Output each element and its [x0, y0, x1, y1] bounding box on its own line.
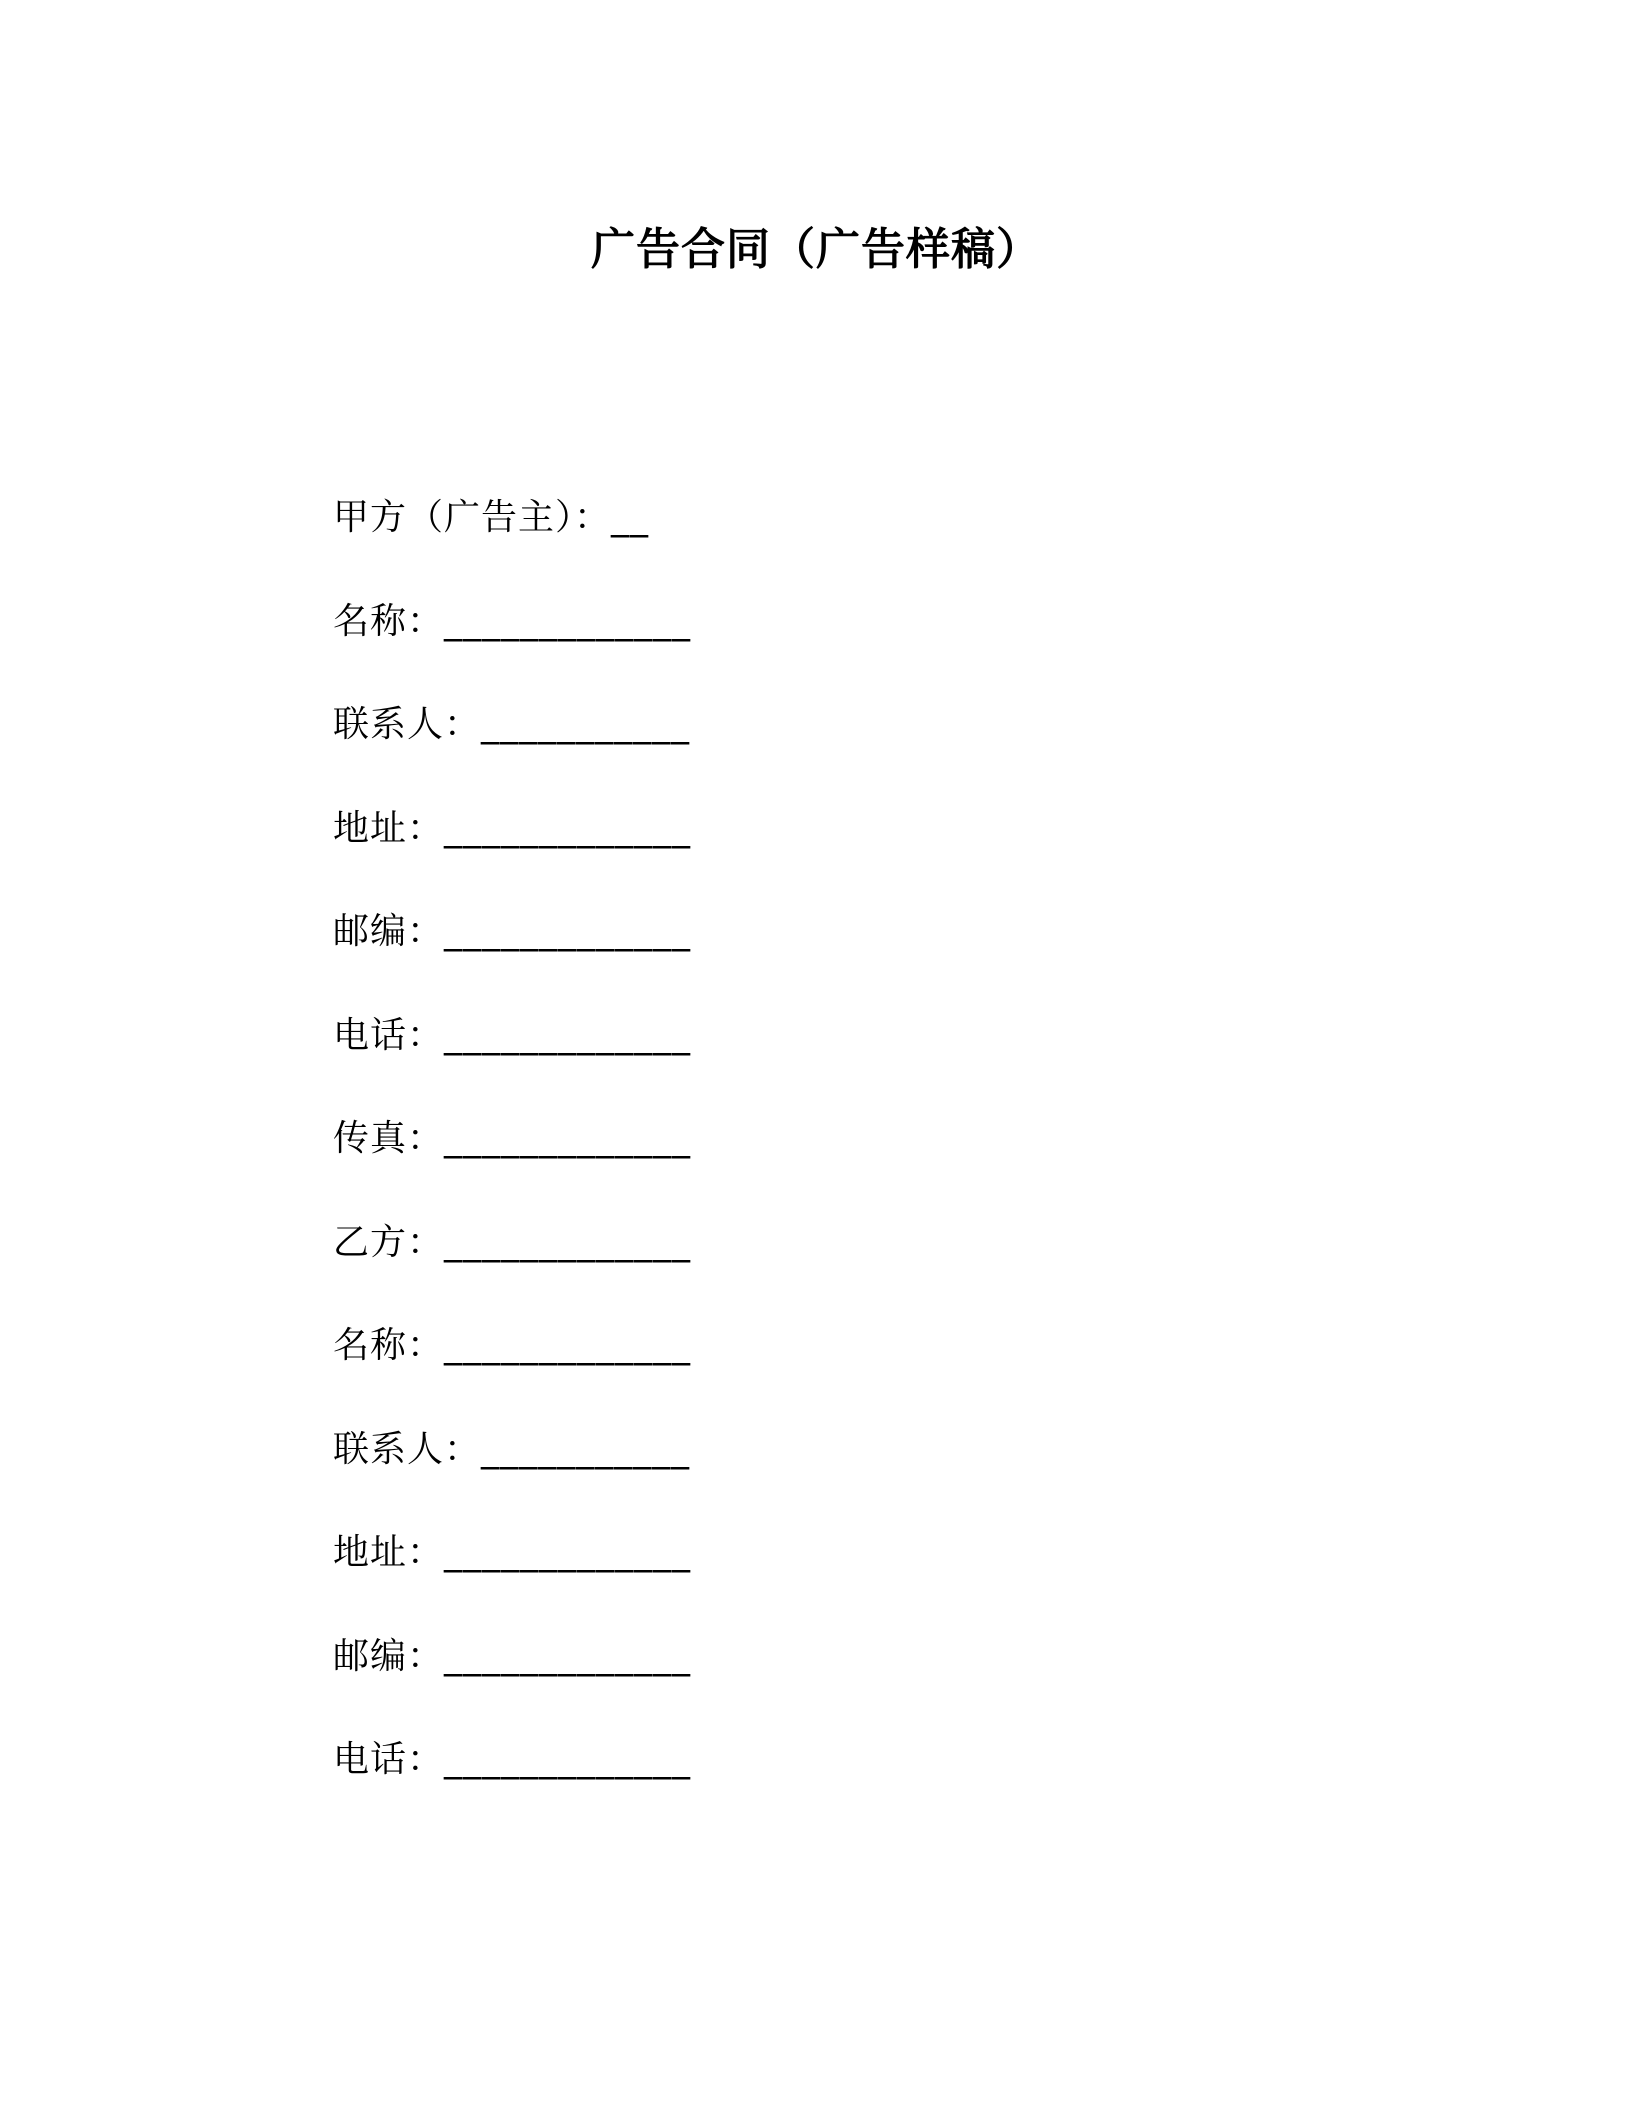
party-a-postcode-line	[333, 902, 1233, 1006]
party-a-name-field: 名称：_____________	[333, 600, 692, 642]
party-a-phone-field: 电话：_____________	[333, 1014, 692, 1056]
party-b-label: 乙方：_____________	[333, 1221, 692, 1263]
party-b-address-field: 地址：_____________	[333, 1532, 692, 1573]
party-b-address-line	[333, 1523, 1233, 1627]
party-b-postcode-line	[333, 1627, 1233, 1731]
party-a-label: 甲方（广告主）：__	[333, 497, 650, 538]
party-b-contact-line	[333, 1420, 1233, 1524]
party-b-phone-field: 电话：_____________	[333, 1739, 692, 1780]
contract-field-list	[333, 488, 1233, 1834]
party-a-contact-line	[333, 695, 1233, 799]
party-a-phone-line	[333, 1006, 1233, 1110]
party-a-name-line	[333, 592, 1233, 696]
party-a-fax-field: 传真：_____________	[333, 1118, 692, 1159]
document-title: 广告合同（广告样稿）	[591, 224, 1041, 275]
party-b-postcode-field: 邮编：_____________	[333, 1635, 692, 1677]
party-a-address-field: 地址：_____________	[333, 807, 692, 849]
party-a-contact-field: 联系人：___________	[333, 704, 691, 745]
party-b-name-field: 名称：_____________	[333, 1325, 692, 1366]
party-b-line	[333, 1213, 1233, 1317]
party-a-fax-line	[333, 1109, 1233, 1213]
party-b-name-line	[333, 1316, 1233, 1420]
party-a-address-line	[333, 799, 1233, 903]
party-a-line	[333, 488, 1233, 592]
party-a-postcode-field: 邮编：_____________	[333, 911, 692, 952]
party-b-phone-line	[333, 1730, 1233, 1834]
party-b-contact-field: 联系人：___________	[333, 1428, 691, 1470]
